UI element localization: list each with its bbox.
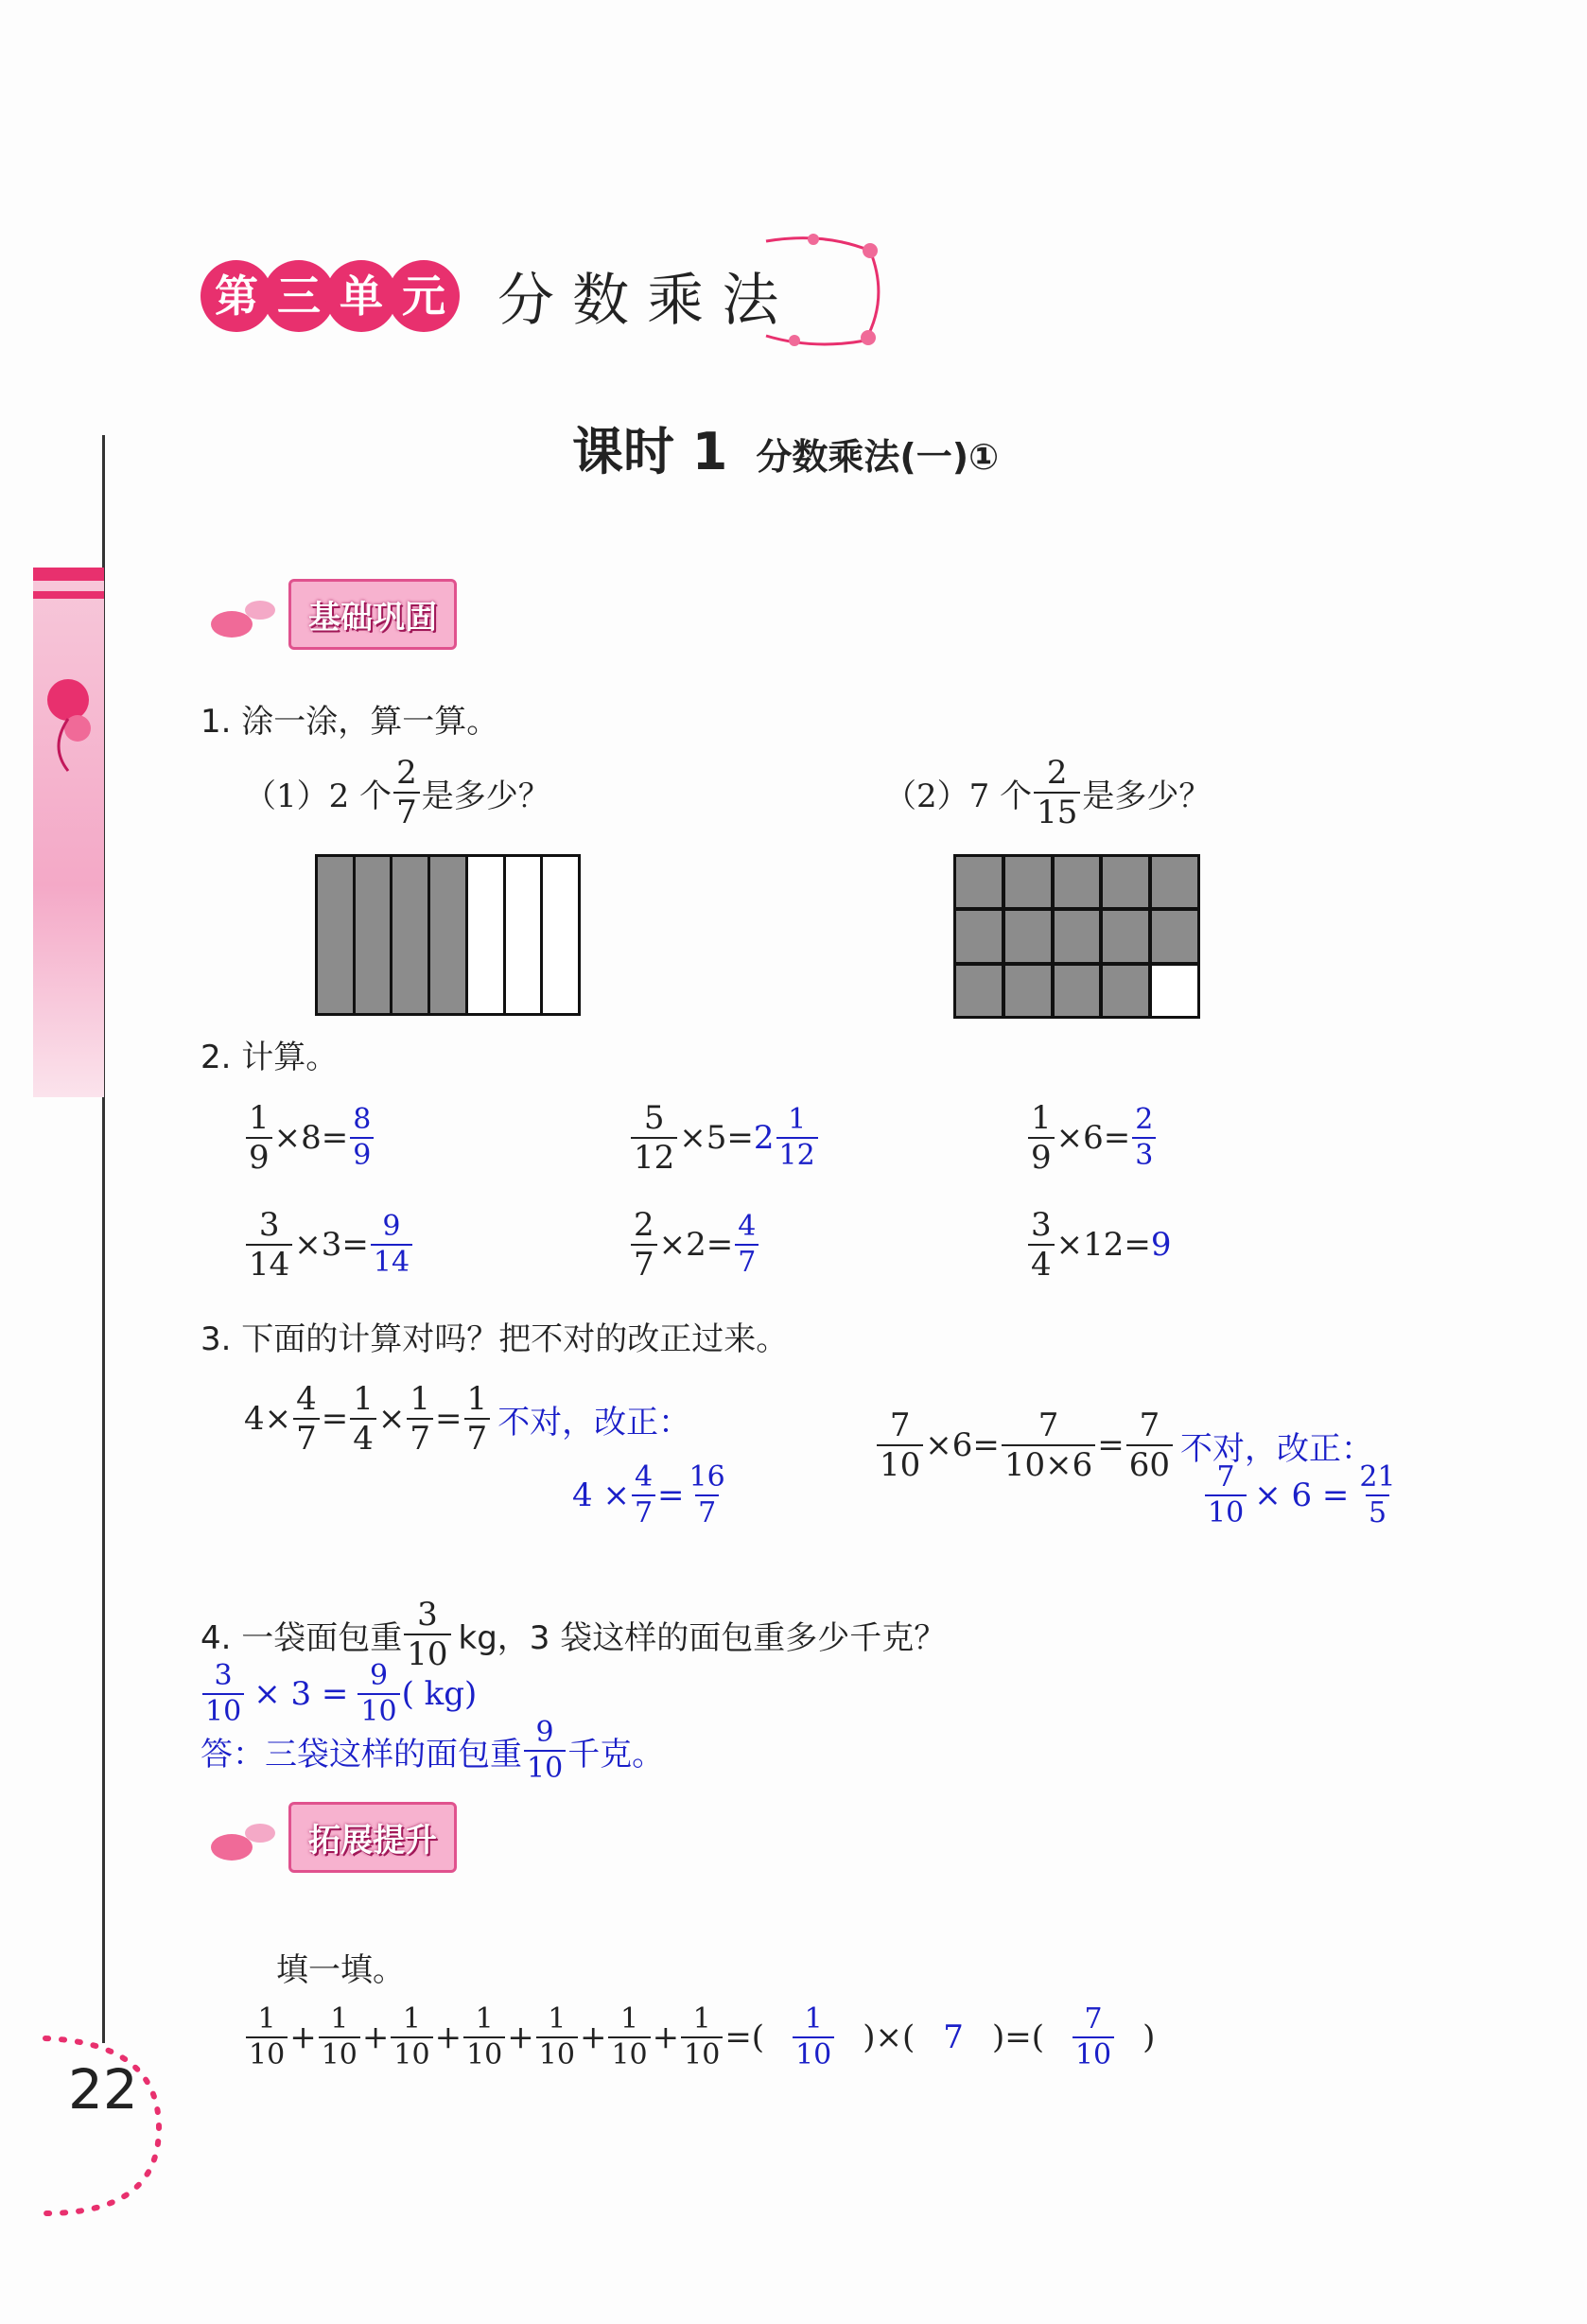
vine-decoration-icon bbox=[757, 232, 889, 355]
numerator: 16 bbox=[689, 1460, 725, 1494]
times: × 6 = bbox=[1254, 1477, 1350, 1514]
numerator: 2 bbox=[396, 754, 417, 792]
q2-item bbox=[629, 1099, 820, 1177]
fraction bbox=[793, 2002, 834, 2071]
strip-cell bbox=[318, 857, 356, 1013]
strip-cell bbox=[430, 857, 468, 1013]
q1-part2-suffix: 是多少？ bbox=[1082, 777, 1212, 815]
denominator: 7 bbox=[695, 1494, 719, 1528]
grid-cell bbox=[1005, 966, 1051, 1016]
fraction bbox=[464, 1380, 491, 1458]
numerator: 3 bbox=[1031, 1206, 1052, 1244]
strip-cell bbox=[392, 857, 430, 1013]
plus: + bbox=[507, 2018, 534, 2056]
denominator: 10 bbox=[1073, 2036, 1114, 2070]
denominator: 10 bbox=[793, 2036, 834, 2070]
fraction bbox=[407, 1380, 433, 1458]
fraction bbox=[687, 1460, 728, 1529]
grid-diagram bbox=[953, 854, 1200, 1019]
times: ×8= bbox=[273, 1119, 349, 1157]
fraction bbox=[393, 754, 420, 831]
times: ×2= bbox=[658, 1226, 734, 1264]
denominator: 7 bbox=[293, 1418, 320, 1455]
denominator: 10 bbox=[524, 1750, 566, 1783]
fraction bbox=[1028, 1099, 1055, 1177]
blank-answer: 7 bbox=[943, 2018, 964, 2056]
numerator: 1 bbox=[249, 1099, 270, 1137]
leaf-icon bbox=[203, 582, 288, 648]
numerator: 1 bbox=[257, 2002, 276, 2036]
q2-answer bbox=[348, 1103, 375, 1172]
q2-item bbox=[244, 1099, 375, 1177]
times: ×5= bbox=[679, 1119, 754, 1157]
fraction bbox=[1034, 754, 1080, 831]
q2-answer bbox=[753, 1103, 820, 1172]
q1-part1-prefix: （1）2 个 bbox=[244, 777, 392, 815]
denominator: 10 bbox=[463, 2036, 505, 2070]
plus: + bbox=[434, 2018, 462, 2056]
denominator: 10 bbox=[877, 1444, 923, 1481]
numerator: 2 bbox=[1135, 1103, 1154, 1136]
leaf-icon bbox=[203, 1805, 288, 1871]
grid-cell bbox=[956, 857, 1002, 907]
denominator: 7 bbox=[632, 1494, 655, 1528]
fraction bbox=[631, 1206, 657, 1284]
numerator: 3 bbox=[417, 1596, 438, 1634]
times: ×3= bbox=[294, 1226, 369, 1264]
q4-answer bbox=[201, 1716, 665, 1785]
denominator: 60 bbox=[1126, 1444, 1173, 1481]
q5-title: 填一填。 bbox=[276, 1951, 405, 1989]
equals: = bbox=[435, 1400, 462, 1438]
fraction bbox=[1002, 1407, 1095, 1484]
fraction bbox=[350, 1103, 374, 1172]
q2-item bbox=[1026, 1099, 1158, 1177]
section-basic bbox=[203, 579, 457, 650]
fraction bbox=[1132, 1103, 1156, 1172]
numerator: 1 bbox=[692, 2002, 711, 2036]
fraction bbox=[735, 1210, 759, 1279]
fraction bbox=[246, 2002, 288, 2071]
numerator: 1 bbox=[1031, 1099, 1052, 1137]
q2-answer bbox=[1151, 1226, 1172, 1264]
fraction bbox=[524, 1716, 566, 1785]
fraction bbox=[293, 1380, 320, 1458]
grid-cell bbox=[1055, 857, 1100, 907]
times: ×6= bbox=[1055, 1119, 1131, 1157]
plus: + bbox=[652, 2018, 680, 2056]
fraction bbox=[404, 1596, 450, 1673]
fraction bbox=[463, 2002, 505, 2071]
fraction bbox=[391, 2002, 432, 2071]
fraction bbox=[681, 2002, 723, 2071]
answer-whole: 2 bbox=[753, 1119, 775, 1157]
page-number: 22 bbox=[68, 2057, 138, 2122]
lesson-label: 课时 1 bbox=[572, 422, 728, 481]
q2-answer bbox=[1130, 1103, 1158, 1172]
numerator: 1 bbox=[804, 2002, 823, 2036]
numerator: 1 bbox=[330, 2002, 349, 2036]
answer-suffix: 千克。 bbox=[567, 1735, 665, 1774]
q4-suffix: kg，3 袋这样的面包重多少千克？ bbox=[458, 1618, 947, 1657]
numerator: 1 bbox=[353, 1380, 374, 1418]
equals-paren: )=( bbox=[991, 2018, 1044, 2056]
fraction bbox=[1205, 1460, 1247, 1529]
unit-char: 第 bbox=[201, 260, 272, 332]
denominator: 10 bbox=[391, 2036, 432, 2070]
denominator: 4 bbox=[1028, 1244, 1055, 1281]
answer-prefix: 答：三袋这样的面包重 bbox=[201, 1735, 522, 1774]
margin-decoration bbox=[33, 568, 104, 1097]
denominator: 5 bbox=[1366, 1494, 1389, 1528]
denominator: 15 bbox=[1034, 792, 1080, 829]
times: ×12= bbox=[1055, 1226, 1151, 1264]
numerator: 7 bbox=[1084, 2002, 1103, 2036]
fraction bbox=[371, 1210, 412, 1279]
numerator: 4 bbox=[634, 1460, 654, 1494]
times: × bbox=[377, 1400, 406, 1438]
denominator: 7 bbox=[393, 792, 420, 829]
denominator: 10 bbox=[246, 2036, 288, 2070]
q2-title: 2. 计算。 bbox=[201, 1039, 339, 1076]
numerator: 8 bbox=[353, 1103, 372, 1136]
numerator: 7 bbox=[1038, 1407, 1059, 1444]
q2-item bbox=[1026, 1206, 1172, 1284]
fraction bbox=[1028, 1206, 1055, 1284]
numerator: 2 bbox=[1046, 754, 1068, 792]
q3-left-expr bbox=[244, 1380, 691, 1458]
numerator: 21 bbox=[1359, 1460, 1396, 1494]
numerator: 7 bbox=[1139, 1407, 1160, 1444]
fraction bbox=[358, 1659, 399, 1728]
section-basic-label: 基础巩固 bbox=[288, 579, 457, 650]
numerator: 2 bbox=[634, 1206, 654, 1244]
q3-left-verdict: 不对，改正： bbox=[497, 1403, 691, 1442]
numerator: 3 bbox=[258, 1206, 280, 1244]
fraction bbox=[536, 2002, 578, 2071]
times: × 3 = bbox=[253, 1675, 349, 1713]
rose-icon bbox=[40, 662, 106, 776]
numerator: 9 bbox=[382, 1210, 401, 1243]
grid-cell bbox=[1152, 911, 1197, 961]
denominator: 10×6 bbox=[1002, 1444, 1095, 1481]
q1-title: 1. 涂一涂，算一算。 bbox=[201, 703, 499, 741]
denominator: 9 bbox=[246, 1137, 272, 1174]
numerator: 1 bbox=[788, 1103, 807, 1136]
grid-cell bbox=[1055, 911, 1100, 961]
q4-calc bbox=[201, 1659, 478, 1728]
fraction bbox=[319, 2002, 360, 2071]
grid-cell bbox=[1152, 857, 1197, 907]
strip-cell bbox=[506, 857, 544, 1013]
denominator: 10 bbox=[536, 2036, 578, 2070]
fraction bbox=[246, 1206, 292, 1284]
margin-stripe bbox=[33, 591, 104, 599]
numerator: 1 bbox=[402, 2002, 422, 2036]
unit-char: 三 bbox=[263, 260, 335, 332]
q3-left-fix bbox=[572, 1460, 730, 1529]
equals: = bbox=[657, 1477, 685, 1514]
denominator: 10 bbox=[319, 2036, 360, 2070]
q3-right-fix bbox=[1203, 1460, 1401, 1529]
q3-title: 3. 下面的计算对吗？把不对的改正过来。 bbox=[201, 1320, 789, 1358]
fraction bbox=[1356, 1460, 1398, 1529]
section-extend bbox=[203, 1802, 457, 1873]
margin-stripe bbox=[33, 568, 104, 581]
numerator: 5 bbox=[643, 1099, 665, 1137]
unit-title: 分 数 乘 法 bbox=[497, 268, 779, 334]
denominator: 12 bbox=[631, 1137, 677, 1174]
close-paren: ) bbox=[1142, 2018, 1156, 2056]
grid-cell bbox=[1005, 857, 1051, 907]
q2-answer bbox=[733, 1210, 760, 1279]
fraction bbox=[350, 1380, 376, 1458]
denominator: 10 bbox=[358, 1693, 399, 1726]
denominator: 7 bbox=[464, 1418, 491, 1455]
lesson-title bbox=[572, 411, 999, 484]
grid-cell bbox=[1152, 966, 1197, 1016]
equals-open: =( bbox=[724, 2018, 765, 2056]
q2-item bbox=[244, 1206, 414, 1284]
fraction bbox=[631, 1099, 677, 1177]
strip-cell bbox=[543, 857, 578, 1013]
fraction bbox=[1126, 1407, 1173, 1484]
lesson-subtitle: 分数乘法(一)① bbox=[756, 436, 1000, 478]
grid-cell bbox=[1103, 966, 1148, 1016]
denominator: 10 bbox=[1205, 1494, 1247, 1528]
numerator: 7 bbox=[889, 1407, 911, 1444]
numerator: 1 bbox=[475, 2002, 494, 2036]
numerator: 4 bbox=[738, 1210, 757, 1243]
numerator: 1 bbox=[619, 2002, 639, 2036]
q2-item bbox=[629, 1206, 760, 1284]
equals: = bbox=[1097, 1426, 1125, 1464]
denominator: 10 bbox=[404, 1634, 450, 1670]
numerator: 1 bbox=[410, 1380, 431, 1418]
numerator: 4 bbox=[296, 1380, 317, 1418]
q1-part2 bbox=[884, 754, 1212, 831]
fraction bbox=[1073, 2002, 1114, 2071]
numerator: 3 bbox=[214, 1659, 233, 1692]
grid-cell bbox=[956, 911, 1002, 961]
denominator: 14 bbox=[246, 1244, 292, 1281]
fraction bbox=[608, 2002, 650, 2071]
denominator: 10 bbox=[681, 2036, 723, 2070]
denominator: 12 bbox=[776, 1137, 818, 1170]
plus: + bbox=[361, 2018, 390, 2056]
fraction bbox=[202, 1659, 244, 1728]
numerator: 7 bbox=[1216, 1460, 1235, 1494]
denominator: 7 bbox=[735, 1244, 759, 1277]
q3-right-verdict: 不对，改正： bbox=[1180, 1429, 1374, 1468]
section-extend-label: 拓展提升 bbox=[288, 1802, 457, 1873]
denominator: 10 bbox=[608, 2036, 650, 2070]
q4-question bbox=[201, 1596, 947, 1673]
denominator: 10 bbox=[202, 1693, 244, 1726]
strip-cell bbox=[356, 857, 393, 1013]
numerator: 9 bbox=[369, 1659, 389, 1692]
grid-cell bbox=[1005, 911, 1051, 961]
q3-left-lead: 4× bbox=[244, 1400, 292, 1438]
unit-char: 元 bbox=[388, 260, 460, 332]
denominator: 7 bbox=[407, 1418, 433, 1455]
times-paren: )×( bbox=[863, 2018, 916, 2056]
numerator: 9 bbox=[535, 1716, 554, 1749]
dotted-circle-decoration bbox=[26, 2024, 178, 2232]
denominator: 9 bbox=[350, 1137, 374, 1170]
q2-answer bbox=[369, 1210, 414, 1279]
fraction bbox=[877, 1407, 923, 1484]
strip-diagram bbox=[315, 854, 581, 1016]
q1-part1 bbox=[244, 754, 550, 831]
q1-part1-suffix: 是多少？ bbox=[421, 777, 550, 815]
q4-prefix: 4. 一袋面包重 bbox=[201, 1618, 403, 1657]
equals: = bbox=[321, 1400, 349, 1438]
q5-expression bbox=[244, 2002, 1156, 2071]
grid-cell bbox=[1055, 966, 1100, 1016]
unit: ( kg) bbox=[401, 1675, 478, 1713]
fraction bbox=[246, 1099, 272, 1177]
numerator: 1 bbox=[466, 1380, 488, 1418]
fix-lead: 4 × bbox=[572, 1477, 630, 1514]
grid-cell bbox=[1103, 857, 1148, 907]
grid-cell bbox=[956, 966, 1002, 1016]
plus: + bbox=[579, 2018, 607, 2056]
grid-cell bbox=[1103, 911, 1148, 961]
times: ×6= bbox=[925, 1426, 1000, 1464]
answer-whole: 9 bbox=[1150, 1226, 1172, 1264]
numerator: 1 bbox=[548, 2002, 567, 2036]
strip-cell bbox=[468, 857, 506, 1013]
denominator: 7 bbox=[631, 1244, 657, 1281]
denominator: 4 bbox=[350, 1418, 376, 1455]
denominator: 14 bbox=[371, 1244, 412, 1277]
fraction bbox=[632, 1460, 655, 1529]
unit-header bbox=[201, 255, 778, 337]
plus: + bbox=[289, 2018, 317, 2056]
denominator: 9 bbox=[1028, 1137, 1055, 1174]
denominator: 3 bbox=[1132, 1137, 1156, 1170]
q1-part2-prefix: （2）7 个 bbox=[884, 777, 1033, 815]
unit-char: 单 bbox=[325, 260, 397, 332]
fraction bbox=[776, 1103, 818, 1172]
